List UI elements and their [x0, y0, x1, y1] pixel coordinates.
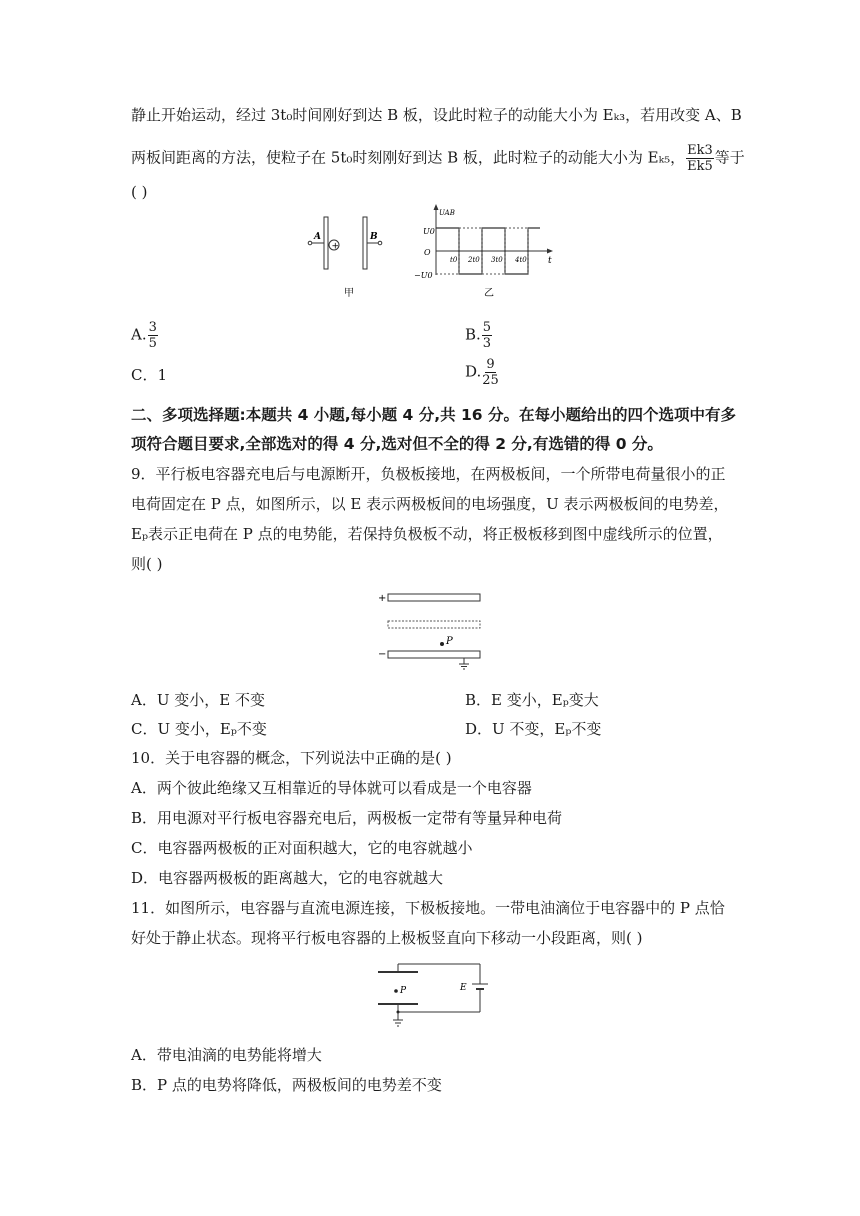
option-a-den: 5	[148, 336, 157, 351]
q11-option-a: A．带电油滴的电势能将增大	[131, 1046, 322, 1064]
option-d-label: D.	[465, 362, 482, 381]
q10-option-a: A．两个彼此绝缘又互相靠近的导体就可以看成是一个电容器	[131, 779, 532, 797]
section2-header-line1: 二、多项选择题:本题共 4 小题,每小题 4 分,共 16 分。在每小题给出的四个选项中有多	[131, 406, 736, 424]
q10-option-d: D．电容器两极板的距离越大，它的电容就越大	[131, 869, 444, 887]
q8-ratio-numerator: Ek3	[687, 143, 713, 158]
option-a-label: A.	[131, 325, 147, 344]
q9-option-b: B．E 变小，Eₚ变大	[465, 691, 599, 709]
plate-a	[324, 217, 328, 269]
q8-figure	[300, 203, 570, 303]
tick-3t0: 3t0	[491, 256, 503, 264]
positive-plate	[388, 594, 480, 601]
dashed-plate-position	[388, 621, 480, 628]
ground-icon	[459, 658, 469, 669]
q8-line2-text: 两板间距离的方法，使粒子在 5t₀时刻刚好到达 B 板，此时粒子的动能大小为 Eₖ₅，	[131, 148, 686, 167]
capacitor-diagram-jia	[308, 217, 382, 299]
option-d-den: 25	[482, 373, 499, 388]
voltage-graph-yi	[414, 204, 553, 299]
point-p-label: P	[446, 636, 453, 647]
source-label: E	[460, 983, 467, 993]
q8-paren: ( )	[131, 183, 148, 201]
option-c-text: 1	[157, 366, 168, 384]
option-b-fraction	[482, 320, 492, 351]
oil-drop-p	[394, 989, 398, 993]
option-d-fraction	[482, 357, 499, 388]
origin-label: O	[424, 248, 431, 257]
q9-option-c: C．U 变小，Eₚ不变	[131, 720, 267, 738]
tick-t0: t0	[450, 256, 458, 264]
q8-line2-tail: 等于	[714, 148, 745, 167]
q9-option-a: A．U 变小，E 不变	[131, 691, 265, 709]
point-p-dot	[440, 642, 444, 646]
section2-header-line2: 项符合题目要求,全部选对的得 4 分,选对但不全的得 2 分,有选错的得 0 分。	[131, 435, 663, 453]
option-c-label: C．	[131, 366, 158, 384]
plate-a-label: A	[314, 232, 321, 242]
point-p-label: P	[400, 986, 407, 996]
neg-u0-label: −U0	[414, 271, 433, 280]
q9-line3: Eₚ表示正电荷在 P 点的电势能，若保持负极板不动，将正极板移到图中虚线所示的位置，	[131, 525, 723, 543]
q8-line1: 静止开始运动，经过 3t₀时间刚好到达 B 板，设此时粒子的动能大小为 Eₖ₃，若用改变 A、B	[131, 106, 742, 124]
q10-stem: 10．关于电容器的概念，下列说法中正确的是( )	[131, 749, 452, 767]
q9-option-d: D．U 不变，Eₚ不变	[465, 720, 602, 738]
q9-figure	[370, 588, 490, 673]
caption-jia: 甲	[344, 288, 354, 299]
q9-line4: 则( )	[131, 555, 163, 573]
q8-ratio-fraction	[686, 143, 714, 174]
q8-option-c	[131, 365, 167, 385]
y-axis-label: UAB	[439, 209, 455, 217]
negative-sign: −	[378, 649, 387, 660]
q11-option-b: B．P 点的电势将降低，两极板间的电势差不变	[131, 1076, 442, 1094]
q8-option-d	[465, 357, 500, 388]
q9-line1: 9．平行板电容器充电后与电源断开，负极板接地，在两极板间，一个所带电荷量很小的正	[131, 465, 726, 483]
caption-yi: 乙	[484, 288, 494, 299]
negative-plate	[388, 651, 480, 658]
particle-charge-sign: +	[331, 241, 340, 252]
plate-b-label: B	[370, 232, 378, 242]
q9-line2: 电荷固定在 P 点，如图所示，以 E 表示两极板间的电场强度，U 表示两极板间的电势差，	[131, 495, 729, 513]
option-b-num: 5	[482, 320, 492, 335]
option-d-num: 9	[486, 357, 495, 372]
q11-figure	[370, 960, 500, 1032]
q10-option-c: C．电容器两极板的正对面积越大，它的电容就越小	[131, 839, 473, 857]
tick-2t0: 2t0	[468, 256, 480, 264]
option-a-fraction	[148, 320, 158, 351]
option-a-num: 3	[148, 320, 157, 335]
q8-line2	[131, 143, 745, 174]
ground-icon	[393, 1011, 403, 1027]
q8-option-b	[465, 320, 493, 351]
positive-sign: +	[378, 593, 387, 604]
q10-option-b: B．用电源对平行板电容器充电后，两极板一定带有等量异种电荷	[131, 809, 563, 827]
tick-4t0: 4t0	[515, 256, 527, 264]
q11-line1: 11．如图所示，电容器与直流电源连接，下极板接地。一带电油滴位于电容器中的 P 点恰	[131, 899, 725, 917]
q11-line2: 好处于静止状态。现将平行板电容器的上极板竖直向下移动一小段距离，则( )	[131, 929, 643, 947]
plate-b	[363, 217, 367, 269]
q8-option-a	[131, 320, 159, 351]
u0-label: U0	[423, 227, 435, 236]
t-axis-label: t	[548, 256, 552, 266]
q8-ratio-denominator: Ek5	[687, 159, 713, 174]
option-b-label: B.	[465, 325, 481, 344]
option-b-den: 3	[482, 336, 492, 351]
